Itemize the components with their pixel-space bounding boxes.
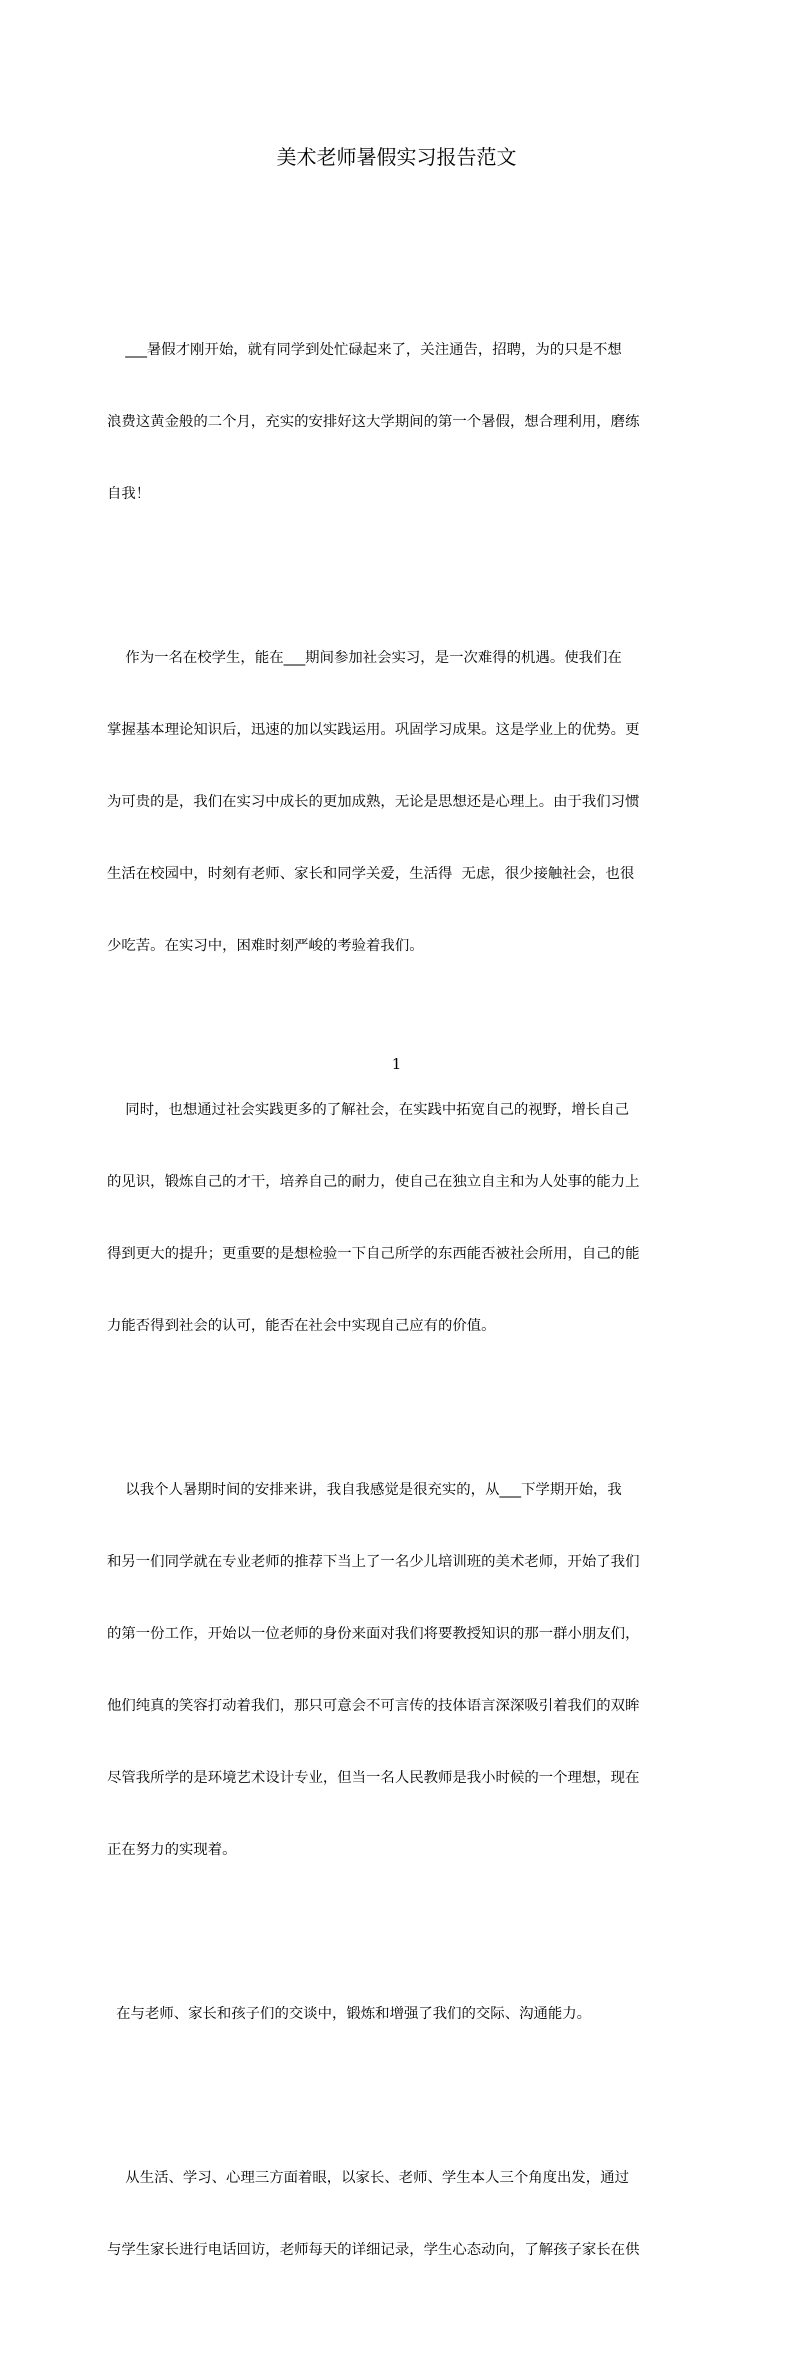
text-line: 以我个人暑期时间的安排来讲，我自我感觉是很充实的，从___下学期开始，我	[107, 1482, 622, 1498]
page-number: 1	[391, 1055, 402, 1073]
document-body	[107, 290, 697, 2354]
text-line: 浪费这黄金般的二个月，充实的安排好这大学期间的第一个暑假，想合理利用，磨练	[107, 414, 640, 430]
text-line: 力能否得到社会的认可，能否在社会中实现自己应有的价值。	[107, 1318, 496, 1334]
paragraph	[107, 1430, 697, 1910]
text-line: 从生活、学习、心理三方面着眼，以家长、老师、学生本人三个角度出发，通过	[107, 2170, 629, 2186]
text-line: 为可贵的是，我们在实习中成长的更加成熟，无论是思想还是心理上。由于我们习惯	[107, 794, 640, 810]
text-line: ___暑假才刚开始，就有同学到处忙碌起来了，关注通告，招聘，为的只是不想	[107, 342, 622, 358]
paragraph	[107, 598, 697, 1006]
text-line: 和另一们同学就在专业老师的推荐下当上了一名少儿培训班的美术老师，开始了我们	[107, 1554, 640, 1570]
text-line: 在与老师、家长和孩子们的交谈中，锻炼和增强了我们的交际、沟通能力。	[107, 2006, 592, 2022]
text-line: 掌握基本理论知识后，迅速的加以实践运用。巩固学习成果。这是学业上的优势。更	[107, 722, 640, 738]
text-line: 自我！	[107, 486, 151, 502]
text-line: 作为一名在校学生，能在___期间参加社会实习，是一次难得的机遇。使我们在	[107, 650, 622, 666]
text-line: 生活在校园中，时刻有老师、家长和同学关爱，生活得 无虑，很少接触社会，也很	[107, 866, 635, 882]
text-line: 尽管我所学的是环境艺术设计专业，但当一名人民教师是我小时候的一个理想，现在	[107, 1770, 640, 1786]
text-line: 的见识，锻炼自己的才干，培养自己的耐力，使自己在独立自主和为人处事的能力上	[107, 1174, 640, 1190]
text-line: 他们纯真的笑容打动着我们，那只可意会不可言传的技体语言深深吸引着我们的双眸	[107, 1698, 640, 1714]
paragraph	[107, 1050, 697, 1386]
paragraph	[107, 1954, 697, 2074]
page-title: 美术老师暑假实习报告范文	[276, 145, 517, 169]
text-line: 少吃苦。在实习中，困难时刻严峻的考验着我们。	[107, 938, 424, 954]
text-line: 得到更大的提升；更重要的是想检验一下自己所学的东西能否被社会所用，自己的能	[107, 1246, 640, 1262]
paragraph	[107, 290, 697, 554]
text-line: 的第一份工作，开始以一位老师的身份来面对我们将要教授知识的那一群小朋友们，	[107, 1626, 640, 1642]
text-line: 同时，也想通过社会实践更多的了解社会，在实践中拓宽自己的视野，增长自己	[107, 1102, 629, 1118]
paragraph	[107, 2118, 697, 2310]
text-line: 与学生家长进行电话回访，老师每天的详细记录，学生心态动向，了解孩子家长在供	[107, 2242, 640, 2258]
text-line: 正在努力的实现着。	[107, 1842, 237, 1858]
